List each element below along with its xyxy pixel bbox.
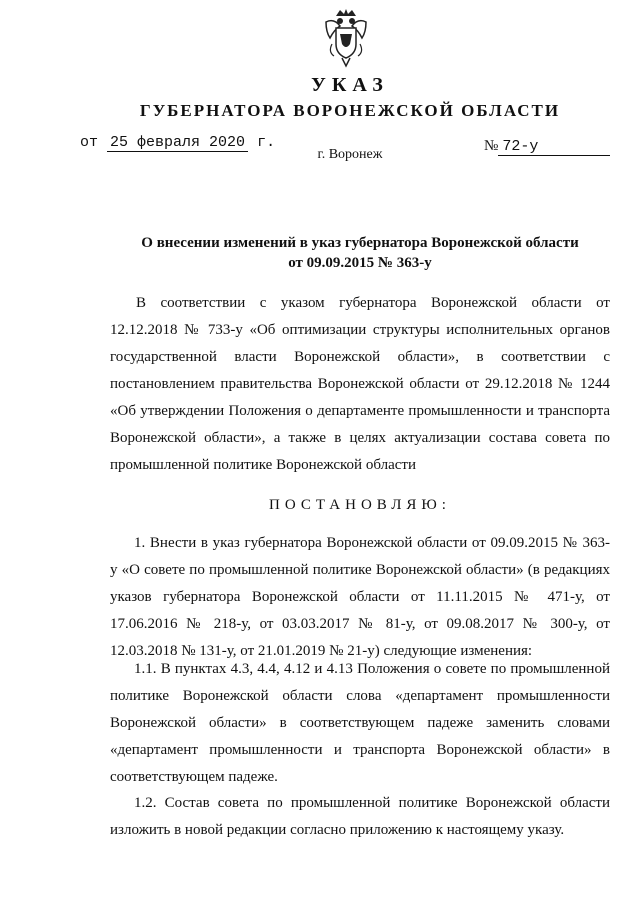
date-value: 25 февраля 2020	[107, 135, 248, 152]
item-1	[110, 530, 610, 665]
coat-of-arms-icon	[322, 8, 370, 68]
item-1-1	[110, 656, 610, 791]
number-prefix: №	[484, 138, 499, 154]
issuer-title: ГУБЕРНАТОРА ВОРОНЕЖСКОЙ ОБЛАСТИ	[139, 101, 561, 120]
document-title-line: от 09.09.2015 № 363-у	[288, 255, 432, 271]
item-line: указов губернатора Воронежской области от 11.11.2015 № 471-у, от	[110, 589, 610, 605]
document-title-line: О внесении изменений в указ губернатора Воронежской области	[141, 235, 579, 251]
preamble-line: В соответствии с указом губернатора Воронежской области от	[136, 295, 610, 311]
item-1-2	[110, 790, 610, 844]
date-suffix: г.	[257, 134, 276, 151]
preamble-line: постановлением правительства Воронежской области от 29.12.2018 № 1244	[110, 376, 610, 392]
item-line: 1.2. Состав совета по промышленной политике Воронежской области	[134, 795, 610, 811]
preamble-line: «Об утверждении Положения о департаменте промышленности и транспорта	[110, 403, 610, 419]
item-line: изложить в новой редакции согласно приложению к настоящему указу.	[110, 822, 565, 838]
preamble-line: промышленной политике Воронежской области	[110, 457, 416, 473]
item-line: политике Воронежской области слова «департамент промышленности	[110, 688, 610, 704]
item-line: 12.03.2018 № 131-у, от 21.01.2019 № 21-у) следующие изменения:	[110, 643, 533, 659]
item-line: «департамент промышленности и транспорта Воронежской области» в	[110, 742, 610, 758]
item-line: 17.06.2016 № 218-у, от 03.03.2017 № 81-у, от 09.08.2017 № 300-у, от	[110, 616, 610, 632]
item-line: 1.1. В пунктах 4.3, 4.4, 4.12 и 4.13 Положения о совете по промышленной	[134, 661, 610, 677]
item-line: 1. Внести в указ губернатора Воронежской области от 09.09.2015 № 363-	[134, 535, 610, 551]
preamble-line: государственной власти Воронежской области», в соответствии с	[110, 349, 610, 365]
decree-word: ПОСТАНОВЛЯЮ:	[269, 497, 451, 513]
document-type-title: УКАЗ	[311, 74, 389, 96]
preamble-line: 12.12.2018 № 733-у «Об оптимизации структуры исполнительных органов	[110, 322, 610, 338]
preamble	[110, 290, 610, 479]
item-line: Воронежской области» в соответствующем падеже заменить словами	[110, 715, 610, 731]
city: г. Воронеж	[317, 147, 383, 162]
date-prefix: от	[80, 134, 99, 151]
item-line: соответствующем падеже.	[110, 769, 278, 785]
preamble-line: Воронежской области», а также в целях актуализации состава совета по	[110, 430, 610, 446]
item-line: у «О совете по промышленной политике Воронежской области» (в редакциях	[110, 562, 610, 578]
number-value: 72-у	[498, 139, 610, 156]
document-title	[110, 233, 610, 273]
